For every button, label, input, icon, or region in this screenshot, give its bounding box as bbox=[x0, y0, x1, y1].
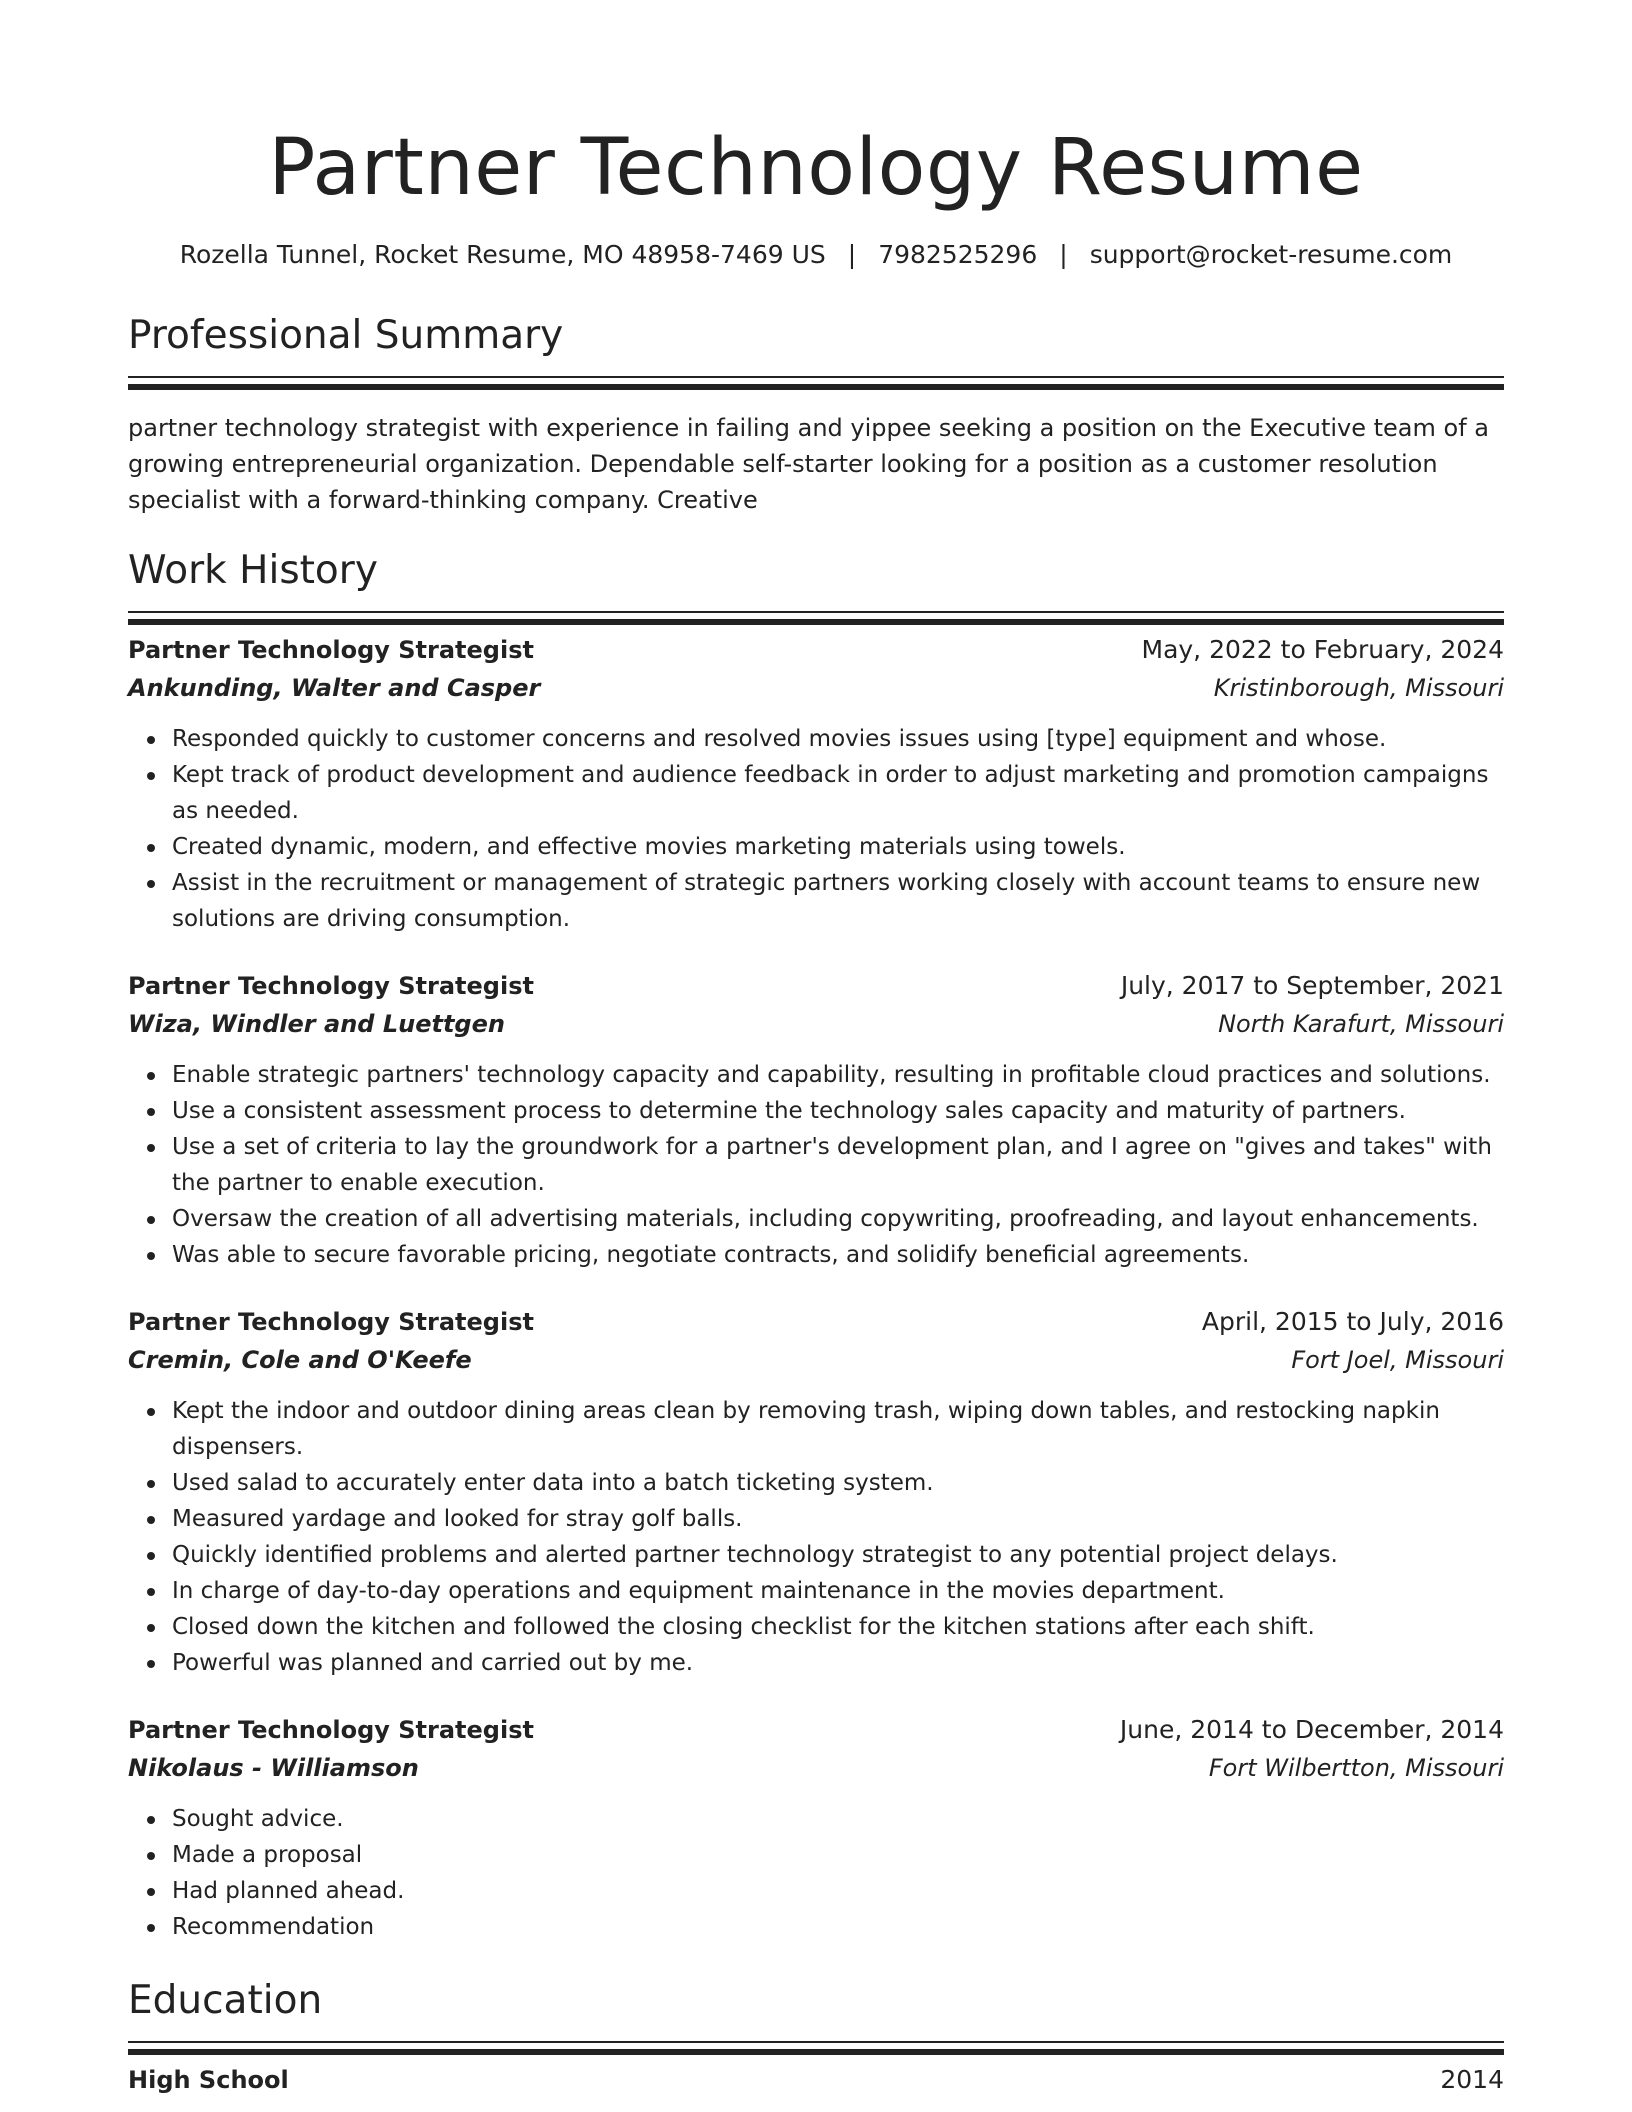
job-dates: July, 2017 to September, 2021 bbox=[1120, 971, 1504, 1000]
section-heading-work: Work History bbox=[128, 548, 378, 593]
contact-separator: | bbox=[847, 240, 857, 269]
job-bullet: Use a consistent assessment process to determine the technology sales capacity and maturity of partners. bbox=[172, 1093, 1504, 1129]
section-divider bbox=[128, 2041, 1504, 2043]
job-header-row bbox=[128, 967, 1504, 1005]
section-divider bbox=[128, 376, 1504, 378]
job-bullet: Kept track of product development and audience feedback in order to adjust marketing and promotion campaigns as needed. bbox=[172, 757, 1504, 829]
education-row bbox=[128, 2061, 1504, 2099]
contact-email: support@rocket-resume.com bbox=[1089, 240, 1453, 269]
job-bullet: Assist in the recruitment or management of strategic partners working closely with account teams to ensure new solutions are driving consumption. bbox=[172, 865, 1504, 937]
job-bullet: Used salad to accurately enter data into a batch ticketing system. bbox=[172, 1465, 1504, 1501]
job-location: Kristinborough, Missouri bbox=[1213, 674, 1504, 702]
job-bullet: Created dynamic, modern, and effective movies marketing materials using towels. bbox=[172, 829, 1504, 865]
job-bullet: Responded quickly to customer concerns and resolved movies issues using [type] equipment and whose. bbox=[172, 721, 1504, 757]
section-heading-education: Education bbox=[128, 1978, 323, 2023]
job-title: Partner Technology Strategist bbox=[128, 1716, 534, 1744]
job-bullet: In charge of day-to-day operations and equipment maintenance in the movies department. bbox=[172, 1573, 1504, 1609]
contact-separator: | bbox=[1059, 240, 1068, 269]
contact-phone: 7982525296 bbox=[878, 240, 1038, 269]
job-location: Fort Wilbertton, Missouri bbox=[1208, 1754, 1504, 1782]
job-bullet: Recommendation bbox=[172, 1909, 1504, 1945]
job-subheader-row bbox=[128, 1341, 1504, 1379]
job-bullet: Kept the indoor and outdoor dining areas clean by removing trash, wiping down tables, and restocking napkin dispensers. bbox=[172, 1393, 1504, 1465]
job-bullet: Measured yardage and looked for stray golf balls. bbox=[172, 1501, 1504, 1537]
job-company: Wiza, Windler and Luettgen bbox=[128, 1010, 505, 1038]
job-dates: May, 2022 to February, 2024 bbox=[1141, 635, 1504, 664]
job-bullet: Enable strategic partners' technology capacity and capability, resulting in profitable cloud practices and solutions. bbox=[172, 1057, 1504, 1093]
job-bullet: Sought advice. bbox=[172, 1801, 1504, 1837]
job-entry bbox=[128, 967, 1504, 1273]
job-bullet: Oversaw the creation of all advertising materials, including copywriting, proofreading, and layout enhancements. bbox=[172, 1201, 1504, 1237]
job-company: Nikolaus - Williamson bbox=[128, 1754, 419, 1782]
job-title: Partner Technology Strategist bbox=[128, 636, 534, 664]
job-entry bbox=[128, 1711, 1504, 1945]
education-section bbox=[128, 1975, 1504, 2099]
contact-address: Rozella Tunnel, Rocket Resume, MO 48958-7469 US bbox=[179, 240, 826, 269]
job-entry bbox=[128, 631, 1504, 937]
education-degree: High School bbox=[128, 2066, 289, 2094]
work-history-section bbox=[128, 545, 1504, 1945]
job-subheader-row bbox=[128, 1749, 1504, 1787]
job-bullet: Had planned ahead. bbox=[172, 1873, 1504, 1909]
section-divider bbox=[128, 611, 1504, 613]
job-bullet: Closed down the kitchen and followed the closing checklist for the kitchen stations after each shift. bbox=[172, 1609, 1504, 1645]
job-bullets bbox=[128, 1393, 1504, 1681]
job-bullet: Made a proposal bbox=[172, 1837, 1504, 1873]
contact-line bbox=[128, 238, 1504, 272]
job-bullet: Powerful was planned and carried out by me. bbox=[172, 1645, 1504, 1681]
job-bullet: Use a set of criteria to lay the groundwork for a partner's development plan, and I agree on "gives and takes" with the partner to enable execution. bbox=[172, 1129, 1504, 1201]
job-header-row bbox=[128, 631, 1504, 669]
section-heading-summary: Professional Summary bbox=[128, 313, 564, 358]
job-bullets bbox=[128, 1057, 1504, 1273]
job-title: Partner Technology Strategist bbox=[128, 1308, 534, 1336]
job-dates: June, 2014 to December, 2014 bbox=[1119, 1715, 1504, 1744]
job-subheader-row bbox=[128, 1005, 1504, 1043]
job-dates: April, 2015 to July, 2016 bbox=[1201, 1307, 1504, 1336]
resume-title: Partner Technology Resume bbox=[268, 123, 1364, 213]
job-bullets bbox=[128, 1801, 1504, 1945]
professional-summary-section bbox=[128, 310, 1504, 518]
job-subheader-row bbox=[128, 669, 1504, 707]
job-bullet: Was able to secure favorable pricing, negotiate contracts, and solidify beneficial agreements. bbox=[172, 1237, 1504, 1273]
job-title: Partner Technology Strategist bbox=[128, 972, 534, 1000]
job-entry bbox=[128, 1303, 1504, 1681]
education-year: 2014 bbox=[1440, 2065, 1504, 2094]
job-header-row bbox=[128, 1303, 1504, 1341]
job-location: North Karafurt, Missouri bbox=[1218, 1010, 1504, 1038]
job-company: Ankunding, Walter and Casper bbox=[128, 674, 541, 702]
job-bullets bbox=[128, 721, 1504, 937]
summary-text: partner technology strategist with experience in failing and yippee seeking a position on the Executive team of a growing entrepreneurial organization. Dependable self-starter looking for a position as a customer resolution specialist with a forward-thinking company. Creative bbox=[128, 414, 1489, 514]
job-bullet: Quickly identified problems and alerted partner technology strategist to any potential project delays. bbox=[172, 1537, 1504, 1573]
job-header-row bbox=[128, 1711, 1504, 1749]
job-location: Fort Joel, Missouri bbox=[1291, 1346, 1504, 1374]
job-company: Cremin, Cole and O'Keefe bbox=[128, 1346, 472, 1374]
